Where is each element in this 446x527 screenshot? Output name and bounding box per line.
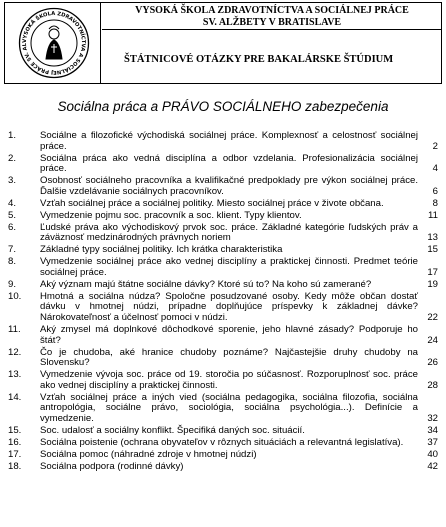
item-page-number: 2 — [432, 140, 438, 152]
item-number: 13. — [8, 369, 22, 381]
item-page-number: 4 — [432, 163, 438, 175]
list-item — [8, 462, 438, 473]
item-text: Vzťah sociálnej práce a sociálnej politiky. Miesto sociálnej práce v živote občana. — [40, 197, 384, 209]
university-name-line1: VYSOKÁ ŠKOLA ZDRAVOTNÍCTVA A SOCIÁLNEJ PRÁCE — [135, 5, 409, 16]
list-item — [8, 154, 438, 175]
item-page-number: 6 — [432, 185, 438, 197]
saint-figure-icon — [46, 26, 62, 59]
list-item — [8, 199, 438, 210]
item-page-number: 22 — [427, 312, 438, 324]
list-item — [8, 176, 438, 197]
item-number: 10. — [8, 290, 22, 302]
item-number: 15. — [8, 424, 22, 436]
item-number: 5. — [8, 209, 17, 221]
item-number: 6. — [8, 221, 17, 233]
item-text: Sociálna podpora (rodinné dávky) — [40, 460, 184, 472]
item-number: 11. — [8, 324, 21, 335]
item-page-number: 11 — [428, 209, 438, 221]
item-text: Ľudské práva ako východiskový prvok soc. práce. Základné kategórie ľudských práv a záväznosť medzinárodných právnych noriem — [40, 221, 418, 244]
item-number: 16. — [8, 436, 22, 448]
item-number: 18. — [8, 460, 22, 472]
item-page-number: 37 — [427, 436, 438, 448]
item-number: 3. — [8, 175, 17, 187]
item-text: Sociálna poistenie (ochrana obyvateľov v rôznych situáciách a relevantná legislatíva). — [40, 436, 404, 448]
list-item — [8, 438, 438, 449]
item-page-number: 34 — [427, 424, 438, 436]
item-text: Hmotná a sociálna núdza? Spoločne posudzované osoby. Kedy môže občan dostať dávku v hmotnej núdzi, prípadne doplňujúce príspevky k základnej dávke? Nárokovateľnosť a účelnosť pomoci v núdzi. — [40, 290, 418, 324]
item-text: Vymedzenie sociálnej práce ako vednej disciplíny a praktickej činnosti. Predmet teórie sociálnej práce. — [40, 256, 418, 278]
list-item — [8, 211, 438, 222]
item-page-number: 19 — [427, 278, 438, 290]
item-page-number: 15 — [427, 244, 438, 256]
item-text: Aký zmysel má doplnkové dôchodkové sporenie, jeho hlavné zásady? Podporuje ho štát? — [40, 324, 418, 346]
item-number: 4. — [8, 197, 17, 209]
list-item — [8, 325, 438, 346]
item-number: 1. — [8, 130, 17, 141]
item-text: Sociálna pomoc (náhradné zdroje v hmotnej núdzi) — [40, 448, 257, 460]
item-text: Soc. udalosť a sociálny konflikt. Špecifiká daných soc. situácií. — [40, 424, 305, 436]
item-text: Základné typy sociálnej politiky. Ich krátka charakteristika — [40, 244, 283, 256]
item-text: Čo je chudoba, aké hranice chudoby poznáme? Najčastejšie druhy chudoby na Slovensku? — [40, 346, 418, 369]
item-text: Sociálne a filozofické východiská sociálnej práce. Komplexnosť a celostnosť sociálnej práce. — [40, 130, 418, 152]
document-title: Sociálna práca a PRÁVO SOCIÁLNEHO zabezpečenia — [57, 99, 389, 114]
item-page-number: 28 — [427, 379, 438, 391]
item-page-number: 17 — [427, 266, 438, 278]
question-list — [8, 131, 438, 474]
svg-text:VYSOKÁ ŠKOLA ZDRAVOTNÍCTVA A S: VYSOKÁ ŠKOLA ZDRAVOTNÍCTVA A SOCIÁLNEJ PRÁCE SV. AL — [21, 10, 87, 76]
list-item — [8, 426, 438, 437]
list-item — [8, 348, 438, 369]
item-text: Vymedzenie pojmu soc. pracovník a soc. klient. Typy klientov. — [40, 209, 302, 221]
university-name — [102, 3, 442, 30]
list-item — [8, 280, 438, 291]
item-page-number: 40 — [427, 448, 438, 460]
item-number: 2. — [8, 152, 17, 164]
list-item — [8, 450, 438, 461]
item-number: 8. — [8, 256, 17, 268]
item-page-number: 13 — [427, 232, 438, 244]
list-item — [8, 370, 438, 391]
item-number: 14. — [8, 391, 22, 403]
list-item — [8, 393, 438, 425]
item-text: Sociálna práca ako vedná disciplína a odbor vzdelania. Profesionalizácia sociálnej práce. — [40, 152, 418, 175]
item-page-number: 8 — [432, 197, 438, 209]
item-page-number: 24 — [427, 334, 438, 346]
item-page-number: 42 — [427, 460, 438, 472]
item-number: 17. — [8, 448, 22, 460]
item-page-number: 26 — [427, 357, 438, 369]
logo-cell — [5, 3, 101, 83]
list-item — [8, 131, 438, 152]
university-seal-icon — [18, 7, 90, 79]
item-text: Vymedzenie vývoja soc. práce od 19. storočia po súčasnosť. Rozporuplnosť soc. práce ako vednej disciplíny a praktickej činnosti. — [40, 369, 418, 391]
list-item — [8, 292, 438, 324]
item-number: 9. — [8, 278, 17, 290]
item-page-number: 32 — [427, 412, 438, 424]
item-text: Vzťah sociálnej práce a iných vied (sociálna pedagogika, sociálna filozofia, sociálna antropológia, sociálne právo, sociológia, sociálna psychológia...). Definície a vymedzenie. — [40, 391, 418, 424]
list-item — [8, 257, 438, 278]
item-number: 12. — [8, 346, 22, 358]
university-name-line2: SV. ALŽBETY V BRATISLAVE — [202, 17, 342, 28]
item-text: Osobnosť sociálneho pracovníka a kvalifikačné predpoklady pre výkon sociálnej práce. Ďalšie vzdelávanie sociálnych pracovníkov. — [40, 175, 418, 197]
list-item — [8, 223, 438, 244]
item-number: 7. — [8, 244, 17, 256]
list-item — [8, 245, 438, 256]
item-text: Aký význam majú štátne sociálne dávky? Ktoré sú to? Na koho sú zamerané? — [40, 278, 372, 290]
document-header — [4, 2, 442, 84]
exam-title: ŠTÁTNICOVÉ OTÁZKY PRE BAKALÁRSKE ŠTÚDIUM — [124, 54, 394, 65]
